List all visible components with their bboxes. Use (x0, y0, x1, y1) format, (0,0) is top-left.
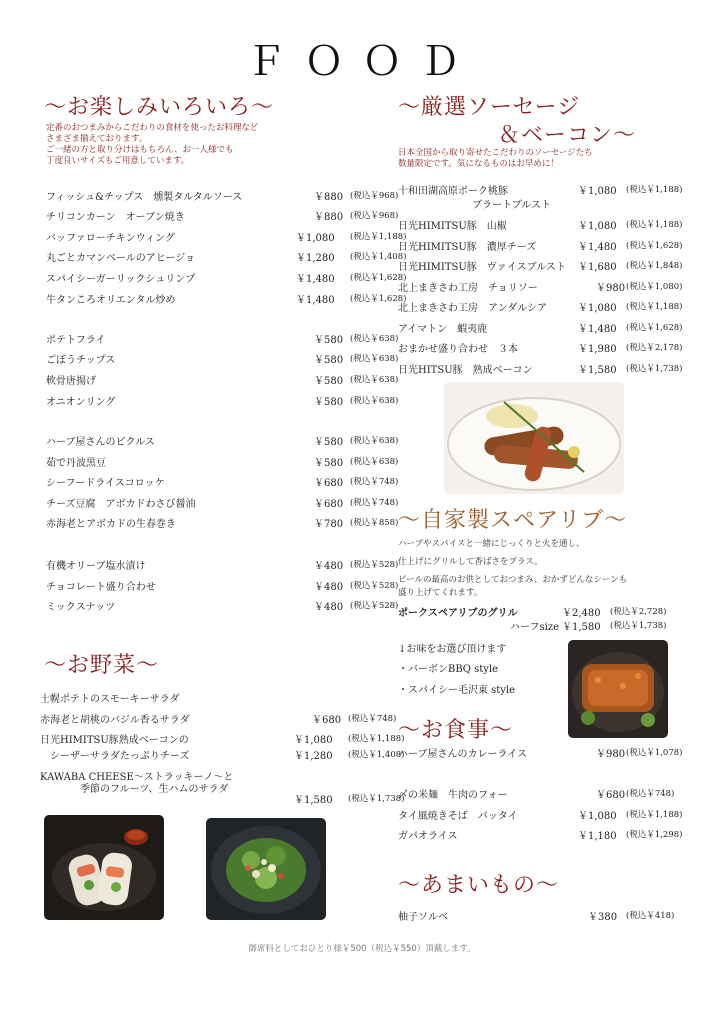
spring-roll-photo (44, 815, 164, 920)
menu-item-tax: (税込￥1,628) (350, 294, 407, 304)
menu-item-tax: (税込￥1,078) (626, 748, 683, 758)
menu-item-name: シーザーサラダたっぷりチーズ (40, 751, 190, 762)
spare-rib-photo (568, 640, 668, 738)
note-line: さまざま揃えております。 (46, 134, 148, 144)
menu-item (398, 238, 724, 252)
menu-item-tax: (税込￥1,408) (350, 252, 407, 262)
menu-item-price: ￥580 (314, 397, 344, 408)
menu-item-price: ￥580 (314, 335, 344, 346)
menu-item-price: ￥380 (588, 912, 618, 923)
menu-item-subname: ブラートブルスト (472, 200, 551, 211)
menu-item-tax: (税込￥858) (350, 518, 399, 528)
note-line: ご一緒の方と取り分けはもちろん、お一人様でも (46, 145, 234, 155)
menu-item (46, 188, 399, 203)
section-heading-yasai: ～お野菜～ (44, 653, 160, 678)
menu-item-price: ￥1,080 (578, 811, 617, 822)
menu-item (398, 745, 724, 759)
sausage-photo (444, 382, 624, 494)
menu-item-name: ごぼうチップス (46, 355, 116, 366)
menu-item-price: ￥1,080 (578, 186, 617, 197)
menu-item (46, 515, 399, 530)
menu-item-price: ￥480 (314, 561, 344, 572)
note-line: 数量限定です。気になるものはお早めに！ (398, 159, 559, 169)
spare-rib-price: ￥2,480 (562, 608, 601, 619)
menu-item-tax: (税込￥638) (350, 457, 399, 467)
menu-item-tax: (税込￥638) (350, 396, 399, 406)
menu-item-name: 日光HIMITSU豚熟成ベーコンの (40, 735, 189, 746)
menu-item-price: ￥1,480 (578, 242, 617, 253)
spare-rib-name: ポークスペアリブのグリル (398, 608, 518, 619)
menu-item-name: ハーブ屋さんのカレーライス (398, 749, 528, 760)
menu-item-tax: (税込￥1,188) (350, 232, 407, 242)
menu-item-tax: (税込￥748) (348, 714, 397, 724)
menu-item-tax: (税込￥1,080) (626, 282, 683, 292)
spare-rib-tax: (税込￥2,728) (610, 607, 667, 617)
salad-image (206, 818, 326, 920)
section-heading-otanoshimi: ～お楽しみいろいろ～ (44, 95, 275, 120)
menu-item-name: 柚子ソルベ (398, 912, 448, 923)
menu-item (398, 361, 724, 375)
sausage-image (444, 382, 624, 494)
section-heading-sausage-2: ＆ベーコン～ (498, 123, 637, 148)
menu-item (46, 495, 399, 510)
menu-item-name: 茹で丹波黒豆 (46, 458, 106, 469)
menu-item-price: ￥1,080 (294, 735, 333, 746)
spare-rib-item (398, 604, 698, 618)
half-size-label: ハーフsize (510, 622, 560, 633)
menu-item-name: スパイシーガーリックシュリンプ (46, 274, 196, 285)
menu-item-tax: (税込￥528) (350, 560, 399, 570)
page-title: ＦＯＯＤ (246, 39, 478, 84)
menu-item-price: ￥1,180 (578, 831, 617, 842)
flavor-choose: ↓お味をお選び頂けます (398, 644, 507, 655)
menu-item-name: 日光HIMITSU豚 濃厚チーズ (398, 242, 537, 253)
menu-item (46, 208, 399, 223)
menu-item-tax: (税込￥418) (626, 911, 675, 921)
menu-item-name: 季節のフルーツ、生ハムのサラダ (40, 784, 229, 795)
spare-rib-half (510, 618, 710, 632)
menu-item-name: オニオンリング (46, 397, 116, 408)
menu-item-tax: (税込￥1,628) (626, 241, 683, 251)
section-heading-sweets: ～あまいもの～ (398, 873, 560, 898)
menu-item (46, 557, 399, 572)
menu-item (398, 908, 724, 922)
menu-item-price: ￥880 (314, 212, 344, 223)
menu-item-price: ￥1,980 (578, 344, 617, 355)
menu-item-name: 北上まきさわ工房 チョリソー (398, 283, 538, 294)
menu-item-price: ￥1,080 (578, 221, 617, 232)
otanoshimi-note (46, 123, 258, 167)
menu-item-price: ￥880 (314, 192, 344, 203)
menu-item-name: ガパオライス (398, 831, 458, 842)
menu-item-tax: (税込￥1,408) (348, 750, 405, 760)
menu-item-name: ハーブ屋さんのピクルス (46, 437, 155, 448)
menu-item-tax: (税込￥2,178) (626, 343, 683, 353)
menu-item (398, 182, 724, 211)
menu-item-name: チョコレート盛り合わせ (46, 582, 156, 593)
menu-item-tax: (税込￥748) (350, 498, 399, 508)
footer-note: 御席料としておひとり様￥500（税込￥550）頂戴します。 (248, 944, 476, 954)
menu-item-name: 十和田湖高原ポーク桃豚 (398, 186, 508, 197)
menu-item-name: 日光HIMITSU豚 ヴァイスブルスト (398, 262, 566, 273)
menu-item-name: 軟骨唐揚げ (46, 376, 96, 387)
note-line: 日本全国から取り寄せたこだわりのソーセージたち (398, 148, 593, 158)
menu-item-tax: (税込￥1,188) (626, 302, 683, 312)
menu-item-price: ￥580 (314, 437, 344, 448)
menu-item-price: ￥680 (596, 790, 626, 801)
menu-item (46, 454, 399, 469)
menu-item-tax: (税込￥1,188) (626, 185, 683, 195)
menu-item-price: ￥480 (314, 582, 344, 593)
menu-item-price: ￥480 (314, 602, 344, 613)
half-size-tax: (税込￥1,738) (610, 621, 667, 631)
flavor-spicy: ・スパイシー毛沢東 style (398, 685, 516, 696)
menu-item (398, 217, 724, 231)
menu-item (46, 372, 399, 387)
menu-item-name: おまかせ盛り合わせ ３本 (398, 344, 518, 355)
menu-item-tax: (税込￥748) (626, 789, 675, 799)
menu-item-price: ￥1,680 (578, 262, 617, 273)
menu-item (46, 270, 407, 285)
menu-item (40, 690, 370, 704)
menu-item-tax: (税込￥638) (350, 436, 399, 446)
menu-item-tax: (税込￥1,298) (626, 830, 683, 840)
menu-item (40, 731, 405, 746)
menu-item (46, 229, 407, 244)
menu-item-name: バッファローチキンウィング (46, 233, 175, 244)
menu-item-price: ￥1,080 (578, 303, 617, 314)
menu-item (398, 786, 724, 800)
menu-item-tax: (税込￥1,628) (350, 273, 407, 283)
half-size-price: ￥1,580 (562, 622, 601, 633)
menu-item-price: ￥980 (596, 749, 626, 760)
menu-item-tax: (税込￥638) (350, 334, 399, 344)
menu-item-name: アイマトン 蝦夷鹿 (398, 324, 488, 335)
menu-item-tax: (税込￥968) (350, 211, 399, 221)
menu-item-name: 牛タンころオリエンタル炒め (46, 295, 176, 306)
flavor-bourbon: ・バーボンBBQ style (398, 664, 498, 675)
spare-desc (398, 538, 627, 600)
menu-item-price: ￥580 (314, 355, 344, 366)
desc-line: ハーブやスパイスと一緒にじっくりと火を通し、 (398, 539, 585, 549)
menu-item-price: ￥780 (314, 519, 344, 530)
menu-item-tax: (税込￥638) (350, 354, 399, 364)
menu-item-price: ￥1,080 (296, 233, 335, 244)
menu-item-tax: (税込￥1,188) (348, 734, 405, 744)
section-heading-meal: ～お食事～ (398, 718, 514, 743)
menu-item (398, 258, 724, 272)
menu-item (46, 331, 399, 346)
menu-item-name: ミックスナッツ (46, 602, 116, 613)
menu-item (398, 299, 724, 313)
menu-item-tax: (税込￥1,188) (626, 810, 683, 820)
menu-item-price: ￥1,280 (296, 253, 335, 264)
menu-item (398, 827, 724, 841)
desc-line: 仕上げにグリルして香ばさをプラス。 (398, 557, 543, 567)
menu-item-name: ポテトフライ (46, 335, 106, 346)
note-line: 定番のおつまみからこだわりの食材を使ったお料理など (46, 123, 259, 133)
menu-item-name: シーフードライスコロッケ (46, 478, 165, 489)
menu-item-name: タイ風焼きそば パッタイ (398, 811, 518, 822)
menu-item-price: ￥680 (314, 499, 344, 510)
menu-item-tax: (税込￥1,848) (626, 261, 683, 271)
menu-item (398, 279, 724, 293)
menu-item-name: 北上まきさわ工房 アンダルシア (398, 303, 547, 314)
menu-item (398, 320, 724, 334)
menu-item (46, 291, 407, 306)
menu-item-name: 日光HITSU豚 熟成ベーコン (398, 365, 533, 376)
menu-item-tax: (税込￥638) (350, 375, 399, 385)
menu-item-tax: (税込￥748) (350, 477, 399, 487)
spring-roll-image (44, 815, 164, 920)
section-heading-sausage-1: ～厳選ソーセージ (398, 95, 581, 120)
menu-item-price: ￥1,480 (296, 295, 335, 306)
desc-line: 盛り上げてくれます。 (398, 588, 483, 598)
menu-item (40, 711, 397, 726)
menu-item-price: ￥1,580 (294, 795, 333, 806)
menu-item-name: 赤海老とアボカドの生春巻き (46, 519, 176, 530)
menu-item-price: ￥980 (596, 283, 626, 294)
menu-item (46, 393, 399, 408)
menu-item (46, 249, 407, 264)
menu-item-name: 有機オリーブ塩水漬け (46, 561, 146, 572)
spare-rib-image (568, 640, 668, 738)
menu-item-name: 丸ごとカマンベールのアヒージョ (46, 253, 195, 264)
menu-item-price: ￥680 (314, 478, 344, 489)
menu-item-price: ￥580 (314, 458, 344, 469)
menu-item-tax: (税込￥1,188) (626, 220, 683, 230)
menu-item (398, 807, 724, 821)
menu-item (40, 791, 405, 806)
menu-item (398, 340, 724, 354)
menu-item-tax: (税込￥1,738) (348, 794, 405, 804)
menu-item-tax: (税込￥1,738) (626, 364, 683, 374)
sausage-note (398, 148, 593, 170)
menu-item-price: ￥1,280 (294, 751, 333, 762)
menu-item (46, 433, 399, 448)
menu-item-name: チリコンカーン オーブン焼き (46, 212, 185, 223)
salad-photo (206, 818, 326, 920)
menu-item-tax: (税込￥1,628) (626, 323, 683, 333)
menu-item (46, 598, 399, 613)
menu-item-name: 赤海老と胡桃のバジル香るサラダ (40, 715, 190, 726)
section-heading-spare: ～自家製スペアリブ～ (398, 508, 628, 533)
menu-item-price: ￥580 (314, 376, 344, 387)
menu-item (46, 474, 399, 489)
menu-item (40, 747, 405, 762)
desc-line: ビールの最高のお供としておつまみ、おかずどんなシーンも (398, 575, 628, 585)
menu-item (46, 578, 399, 593)
menu-item-name: KAWABA CHEESE～ストラッキーノ～と (40, 772, 234, 783)
menu-item (46, 351, 399, 366)
menu-item-name: フィッシュ&チップス 燻製タルタルソース (46, 192, 243, 203)
menu-item-tax: (税込￥968) (350, 191, 399, 201)
menu-item-name: 〆の米麺 牛肉のフォー (398, 790, 508, 801)
menu-item-price: ￥1,580 (578, 365, 617, 376)
menu-item-name: 日光HIMITSU豚 山椒 (398, 221, 507, 232)
menu-item-price: ￥1,480 (578, 324, 617, 335)
menu-item-tax: (税込￥528) (350, 581, 399, 591)
menu-item-price: ￥1,480 (296, 274, 335, 285)
note-line: 丁度良いサイズもご用意しています。 (46, 156, 190, 166)
menu-item-price: ￥680 (312, 715, 342, 726)
menu-item-name: 士幌ポテトのスモーキーサラダ (40, 694, 180, 705)
menu-item-name: チーズ豆腐 アボカドわさび醤油 (46, 499, 196, 510)
menu-item-tax: (税込￥528) (350, 601, 399, 611)
